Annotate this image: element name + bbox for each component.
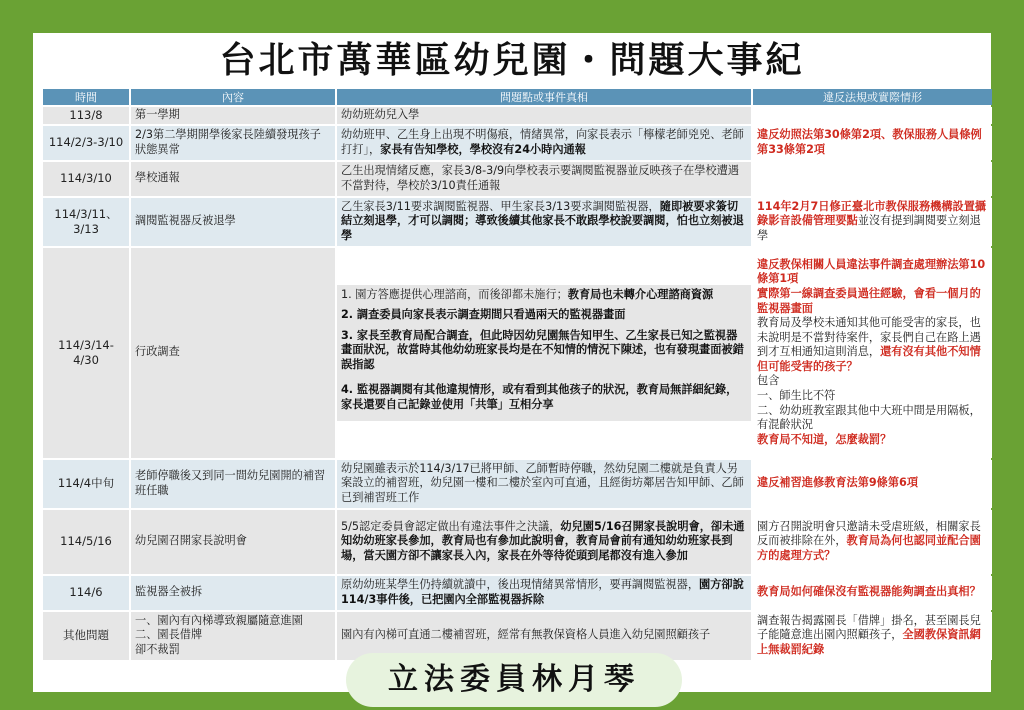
violation-7: 教育局不知道，怎麼裁罰？ bbox=[757, 432, 892, 446]
violation-highlight: 教育局為何也認同並配合園方的處理方式？ bbox=[757, 534, 981, 562]
violation-4: 包含 bbox=[757, 374, 780, 388]
cell-content bbox=[131, 612, 335, 660]
cell-content: 學校通報 bbox=[131, 162, 335, 196]
cell-time: 114/2/3-3/10 bbox=[43, 126, 129, 160]
table-row bbox=[43, 460, 992, 508]
cell-issue: 幼兒園雖表示於114/3/17已將甲師、乙師暫時停職，然幼兒園二樓就是負責人另案設立的補習班，幼兒園一樓和二樓於室內可直通，且經街坊鄰居告知甲師、乙師已到補習班工作 bbox=[337, 460, 751, 508]
content-line: 一、園內有內梯導致親屬隨意進園 bbox=[135, 613, 303, 627]
violation-text: 園方召開說明會只邀請未受虐班級，相關家長反而被排除在外， bbox=[757, 519, 981, 548]
cell-content: 2/3第二學期開學後家長陸續發現孩子狀態異常 bbox=[131, 126, 335, 160]
content-line: 二、園長借牌 bbox=[135, 628, 203, 642]
violation-highlight: 全國教保資訊網上無裁罰紀錄 bbox=[757, 628, 981, 656]
cell-content: 監視器全被拆 bbox=[131, 576, 335, 610]
cell-issue: 園內有內梯可直通二樓補習班，經常有無教保資格人員進入幼兒園照顧孩子 bbox=[337, 612, 751, 660]
table-row bbox=[43, 198, 992, 246]
table-row bbox=[43, 510, 992, 574]
cell-time: 114/6 bbox=[43, 576, 129, 610]
violation-2: 實際第一線調查委員過往經驗，會看一個月的監視器畫面 bbox=[757, 286, 981, 315]
cell-time: 114/5/16 bbox=[43, 510, 129, 574]
cell-violation bbox=[753, 126, 992, 160]
cell-violation bbox=[753, 162, 992, 196]
violation-3: 教育局及學校未通知其他可能受害的家長，也未說明是不當對待案件，家長們自己在路上遇到才互相通知這則消息，還有沒有其他不知情但可能受害的孩子？ bbox=[757, 316, 981, 373]
violation-text: 違反補習進修教育法第9條第6項 bbox=[757, 476, 919, 490]
cell-violation bbox=[753, 198, 992, 246]
cell-time: 113/8 bbox=[43, 107, 129, 124]
issue-text: 乙生家長3/11要求調閱監視器、甲生家長3/13要求調閱監視器， bbox=[341, 199, 660, 213]
header-violation: 違反法規或實際情形 bbox=[753, 89, 992, 105]
violation-text: 教育局如何確保沒有監視器能夠調查出真相？ bbox=[757, 585, 981, 599]
content-line: 卻不裁罰 bbox=[135, 642, 180, 656]
cell-time: 114/3/11、3/13 bbox=[43, 198, 129, 246]
table-row bbox=[43, 576, 992, 610]
cell-issue bbox=[337, 576, 751, 610]
cell-violation bbox=[753, 576, 992, 610]
issue-text: 5/5認定委員會認定做出有違法事件之決議， bbox=[341, 519, 561, 533]
cell-violation bbox=[753, 460, 992, 508]
legislator-name-badge: 立法委員林月琴 bbox=[346, 653, 682, 707]
cell-time: 114/3/10 bbox=[43, 162, 129, 196]
cell-issue bbox=[337, 248, 751, 458]
table-row bbox=[43, 248, 992, 458]
timeline-table bbox=[41, 87, 994, 662]
cell-violation bbox=[753, 107, 992, 124]
cell-content: 第一學期 bbox=[131, 107, 335, 124]
cell-time: 其他問題 bbox=[43, 612, 129, 660]
cell-issue bbox=[337, 126, 751, 160]
issue-highlight: 園方卻說114/3事件後，已把園內全部監視器拆除 bbox=[341, 578, 744, 606]
cell-violation bbox=[753, 612, 992, 660]
violation-text: 違反幼照法第30條第2項、教保服務人員條例第33條第2項 bbox=[757, 128, 982, 156]
violation-6: 二、幼幼班教室跟其他中大班中間是用隔板，有混齡狀況 bbox=[757, 403, 981, 432]
cell-content: 調閱監視器反被退學 bbox=[131, 198, 335, 246]
violation-5: 一、師生比不符 bbox=[757, 389, 836, 403]
cell-issue bbox=[337, 198, 751, 246]
violation-1: 違反教保相關人員違法事件調查處理辦法第10條第1項 bbox=[757, 257, 986, 286]
issue-point-1: 1. 園方答應提供心理諮商，而後卻都未施行；教育局也未轉介心理諮商資源 bbox=[337, 285, 751, 306]
cell-issue: 幼幼班幼兒入學 bbox=[337, 107, 751, 124]
header-time: 時間 bbox=[43, 89, 129, 105]
cell-time: 114/3/14-4/30 bbox=[43, 248, 129, 458]
cell-content: 老師停職後又到同一間幼兒園開的補習班任職 bbox=[131, 460, 335, 508]
header-content: 內容 bbox=[131, 89, 335, 105]
issue-point-3: 3. 家長至教育局配合調查，但此時因幼兒園無告知甲生、乙生家長已知之監視器畫面狀況，故當時其他幼幼班家長均是在不知情的情況下陳述，也有發現畫面被錯誤指認 bbox=[337, 326, 751, 376]
timeline-sheet bbox=[33, 33, 991, 692]
table-row bbox=[43, 107, 992, 124]
issue-text: 原幼幼班某學生仍持續就讀中，後出現情緒異常情形，要再調閱監視器， bbox=[341, 578, 700, 591]
cell-violation bbox=[753, 510, 992, 574]
issue-point-2: 2. 調查委員向家長表示調查期間只看過兩天的監視器畫面 bbox=[337, 305, 751, 326]
cell-violation bbox=[753, 248, 992, 458]
issue-highlight: 家長有告知學校，學校沒有24小時內通報 bbox=[380, 142, 586, 156]
cell-content: 行政調查 bbox=[131, 248, 335, 458]
issue-text: 幼幼班甲、乙生身上出現不明傷痕，情緒異常，向家長表示「檸檬老師兇兇、老師打打」， bbox=[341, 128, 744, 156]
table-row bbox=[43, 126, 992, 160]
cell-time: 114/4中旬 bbox=[43, 460, 129, 508]
issue-highlight: 隨即被要求簽切結立刻退學，才可以調閱；導致後續其他家長不敢跟學校說要調閱，怕也立刻被退學 bbox=[341, 199, 744, 242]
violation-text: 並沒有提到調閱要立刻退學 bbox=[757, 214, 981, 242]
table-row bbox=[43, 162, 992, 196]
cell-content: 幼兒園召開家長說明會 bbox=[131, 510, 335, 574]
violation-highlight: 114年2月7日修正臺北市教保服務機構設置攝錄影音設備管理要點 bbox=[757, 199, 987, 228]
issue-point-4: 4. 監視器調閱有其他違規情形，或有看到其他孩子的狀況，教育局無詳細紀錄，家長還要自己記錄並使用「共筆」互相分享 bbox=[337, 375, 751, 420]
header-issue: 問題點或事件真相 bbox=[337, 89, 751, 105]
cell-issue bbox=[337, 510, 751, 574]
page-title: 台北市萬華區幼兒園・問題大事紀 bbox=[219, 40, 805, 81]
violation-text: 調查報告揭露園長「借牌」掛名，甚至園長兒子能隨意進出園內照顧孩子， bbox=[757, 613, 981, 642]
issue-highlight: 幼兒園5/16召開家長說明會，卻未通知幼幼班家長參加，教育局也有參加此說明會，教育局會前有通知幼幼班家長到場，當天園方卻不讓家長入內，家長在外等待從頭到尾都沒有進入參加 bbox=[341, 519, 745, 562]
table-header-row bbox=[43, 89, 992, 105]
cell-issue: 乙生出現情緒反應，家長3/8-3/9向學校表示要調閱監視器並反映孩子在學校遭遇不當對待，學校於3/10責任通報 bbox=[337, 162, 751, 196]
